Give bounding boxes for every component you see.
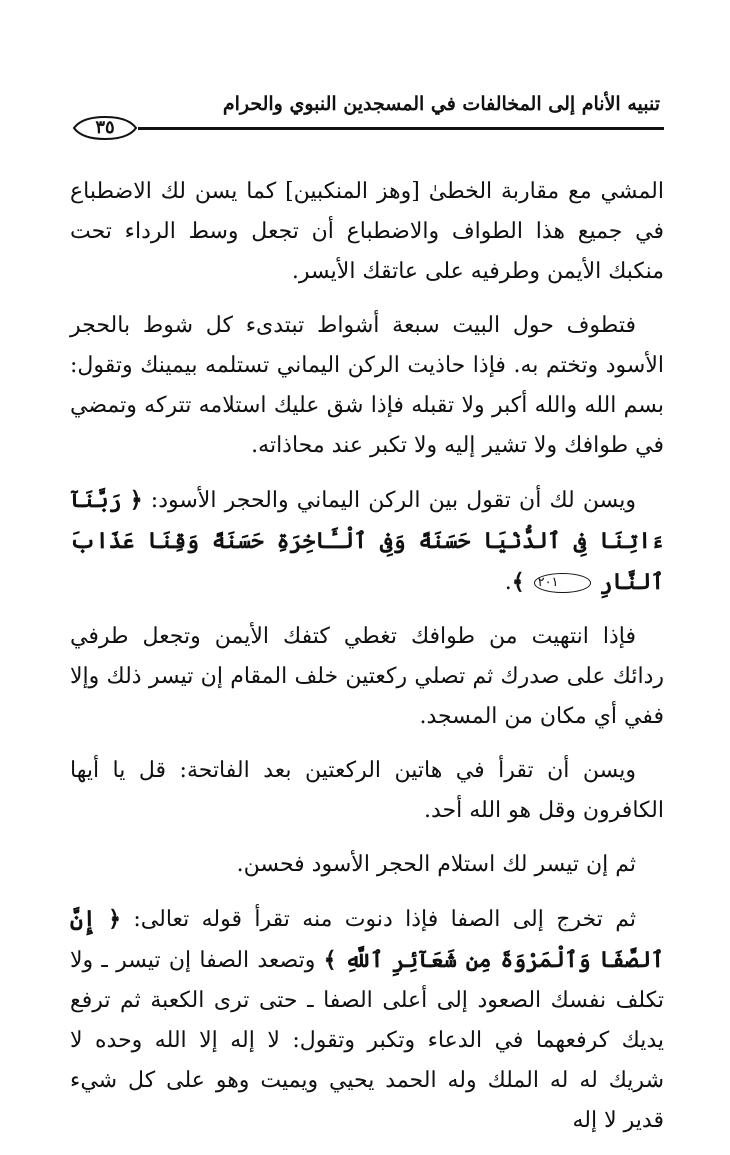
quran-close-bracket: ﴾	[323, 947, 337, 973]
paragraph-with-verse	[70, 899, 664, 1141]
quran-verse: رَبَّنَآ ءَاتِنَا فِى ٱلدُّنْيَا حَسَنَةً وَفِى ٱلْـَٔاخِرَةِ حَسَنَةً وَقِنَا عَذَابَ ٱلنَّارِ	[70, 487, 664, 595]
quran-close-bracket: ﴾	[511, 569, 525, 595]
paragraph-with-verse	[70, 480, 664, 603]
header-rule	[138, 127, 664, 130]
paragraph: المشي مع مقاربة الخطىٰ [وهز المنكبين] كما يسن لك الاضطباع في جميع هذا الطواف والاضطباع أن تجعل وسط الرداء تحت منكبك الأيمن وطرفيه على عاتقك الأيسر.	[70, 179, 664, 284]
page-number: ٣٥	[95, 117, 115, 138]
paragraph: فتطوف حول البيت سبعة أشواط تبتدىء كل شوط بالحجر الأسود وتختم به. فإذا حاذيت الركن اليماني تستلمه بيمينك وتقول: بسم الله والله أكبر ولا تقبله فإذا شق عليك استلامه تتركه وتمضي في طوافك ولا تشير إليه ولا تكبر عند محاذاته.	[70, 313, 664, 458]
main-text	[70, 172, 664, 1155]
page-number-badge	[72, 115, 138, 141]
paragraph-end: .	[504, 570, 512, 595]
running-header-title: تنبيه الأنام إلى المخالفات في المسجدين النبوي والحرام	[222, 93, 660, 115]
quran-verse: إِنَّ ٱلصَّفَا وَٱلْمَرْوَةَ مِن شَعَآئِرِ ٱللَّهِ	[70, 906, 664, 973]
paragraph: ويسن أن تقرأ في هاتين الركعتين بعد الفاتحة: قل يا أيها الكافرون وقل هو الله أحد.	[70, 758, 664, 823]
quran-open-bracket: ﴿	[108, 906, 122, 932]
quran-open-bracket: ﴿	[129, 487, 143, 513]
paragraph-intro: ثم تخرج إلى الصفا فإذا دنوت منه تقرأ قوله تعالى:	[133, 907, 636, 932]
verse-number-marker: ٢٠١	[534, 573, 591, 593]
paragraph: ثم إن تيسر لك استلام الحجر الأسود فحسن.	[236, 852, 636, 877]
paragraph-rest: وتصعد الصفا إن تيسر ـ ولا تكلف نفسك الصعود إلى أعلى الصفا ـ حتى ترى الكعبة ثم ترفع يديك كرفعهما في الدعاء وتكبر وتقول: لا إله إلا الله وحده لا شريك له له الملك وله الحمد يحيي ويميت وهو على كل شيء قدير لا إله	[70, 948, 664, 1133]
paragraph: فإذا انتهيت من طوافك تغطي كتفك الأيمن وتجعل طرفي ردائك على صدرك ثم تصلي ركعتين خلف المقام إن تيسر ذلك وإلا ففي أي مكان من المسجد.	[70, 624, 664, 729]
paragraph-intro: ويسن لك أن تقول بين الركن اليماني والحجر الأسود:	[150, 488, 636, 513]
